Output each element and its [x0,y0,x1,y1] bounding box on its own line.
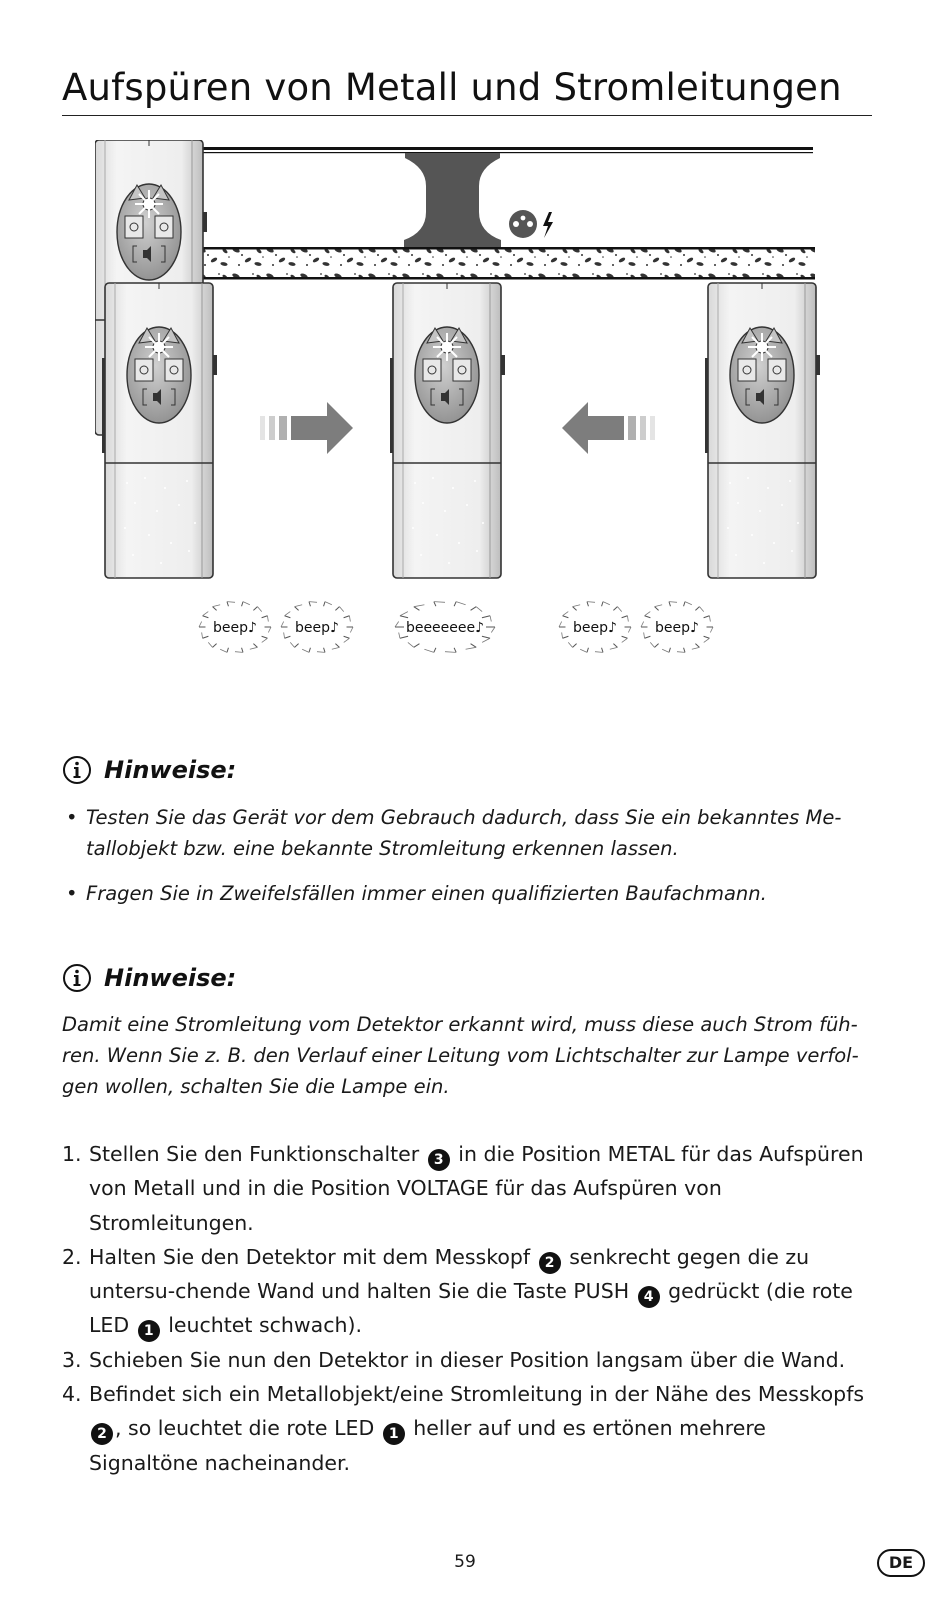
lightning-icon [543,212,553,238]
sound-ray [482,638,490,642]
sound-ray [302,649,309,652]
sound-ray [641,622,644,627]
sound-ray [267,616,268,622]
sound-ray [235,652,243,653]
sound-ray [350,627,353,632]
sound-ray [324,602,325,607]
sound-ray [622,636,628,638]
step-text: in die Position METAL für das Aufspüren von Metall und in die Position VOLTAGE für das Aufspüren von Stromleitungen. [89,1142,864,1235]
sound-ray [400,636,408,638]
sound-ray [295,607,299,611]
beep-text: beep♪ [213,620,257,636]
arrow-left-icon [562,402,655,454]
sound-ray [677,652,685,653]
sound-ray [309,602,317,603]
beep-text: beep♪ [295,620,339,636]
sound-ray [213,607,217,611]
list-item [62,1377,877,1480]
sound-ray [203,636,209,638]
sound-ray [613,607,617,611]
sound-ray [476,607,482,612]
sound-ray [203,612,209,616]
sound-ray [587,648,588,653]
sound-ray [309,648,310,653]
sound-ray [573,607,577,611]
sound-ray [587,602,588,607]
sound-ray [563,612,569,616]
sound-ray [335,644,339,648]
sound-ray [268,627,271,632]
title-divider [62,115,872,116]
sound-ray [257,607,261,612]
sound-ray [595,652,603,653]
sound-ray [285,616,291,618]
circled-reference-number: 1 [138,1320,160,1342]
sound-ray [645,616,651,618]
sound-ray [317,652,325,653]
sound-ray [414,605,425,607]
list-item: • Testen Sie das Gerät vor dem Gebrauch dadurch, dass Sie ein bekanntes Me-tallobjekt bzw. eine bekannte Stromleitung erkennen lassen. [62,802,867,864]
arrow-right-icon [260,402,353,454]
step-number: 2. [62,1244,82,1269]
sound-ray [684,602,685,607]
sound-ray [290,642,294,647]
sound-ray [456,602,465,605]
sound-ray [655,605,663,607]
sound-ray [699,607,703,612]
sound-ray [332,647,340,649]
sound-ray [227,602,235,603]
sound-ray [669,602,677,603]
sound-ray [684,648,685,653]
sound-ray [285,636,291,638]
sound-ray [285,612,291,616]
sound-ray [704,638,710,642]
page-title: Aufspüren von Metall und Stromleitungen [62,66,842,109]
sound-ray [262,636,268,638]
step-text: gedrückt (die rote LED [89,1279,853,1338]
sound-ray [414,644,420,648]
sound-ray [445,652,456,653]
step-number: 1. [62,1142,82,1166]
sound-ray [220,649,227,652]
note-heading-2 [62,963,236,993]
sound-ray [695,644,699,648]
sound-ray [454,648,456,653]
sound-ray [243,602,250,605]
sound-ray [253,644,257,648]
sound-ray [622,616,628,618]
sound-ray [395,622,399,627]
sound-ray [655,644,659,648]
sound-ray [242,648,243,653]
sound-ray [414,607,420,611]
beep-text: beep♪ [655,620,699,636]
sound-ray [610,647,618,649]
sound-ray [325,602,332,605]
sound-ray [695,607,699,611]
sound-ray [669,602,670,607]
sound-ray [344,616,350,618]
sound-ray [284,632,285,638]
sound-ray [645,636,651,638]
sound-ray [482,636,490,638]
sound-ray [434,602,436,607]
sound-ray [344,638,350,642]
sound-ray [563,636,569,638]
sound-ray [471,607,477,611]
page-number: 59 [454,1552,476,1572]
beep-sound-label [641,602,713,653]
beep-sound-label [199,602,271,653]
sound-ray [491,627,495,632]
sound-ray [434,648,436,653]
sound-ray [295,605,303,607]
info-icon [62,963,92,993]
sound-ray [587,602,595,603]
step-text: Befindet sich ein Metallobjekt/eine Stromleitung in der Nähe des Messkopfs [89,1382,865,1407]
sound-ray [199,622,202,627]
sound-ray [704,636,710,638]
sound-ray [344,636,350,638]
beep-text: beeeeeee♪ [405,620,485,636]
sound-ray [602,648,603,653]
sound-ray [563,616,569,618]
note-bullet-list [62,802,867,923]
circled-reference-number: 4 [638,1286,660,1308]
sound-ray [662,649,669,652]
info-icon [62,755,92,785]
sound-ray [709,616,710,622]
step-number: 4. [62,1382,82,1407]
language-badge: DE [877,1549,925,1577]
sound-ray [202,632,203,638]
sound-ray [568,642,572,647]
note-heading-1 [62,755,236,785]
sound-ray [408,642,414,647]
sound-ray [213,605,221,607]
circled-reference-number: 1 [383,1423,405,1445]
sound-ray [309,602,310,607]
sound-ray [295,644,299,648]
sound-ray [399,632,400,638]
step-text: Schieben Sie nun den Detektor in dieser Position langsam über die Wand. [89,1347,846,1372]
sound-ray [335,607,339,611]
beep-sound-label [559,602,631,653]
sound-ray [324,648,325,653]
sound-ray [424,649,433,652]
sound-ray [454,602,456,607]
sound-ray [203,616,209,618]
sound-ray [627,616,628,622]
sound-ray [482,616,490,618]
sound-ray [628,627,631,632]
sound-ray [208,642,212,647]
circled-reference-number: 2 [539,1252,561,1274]
sound-ray [213,644,217,648]
step-text: leuchtet schwach). [161,1313,363,1338]
sound-ray [562,632,563,638]
sound-ray [602,602,603,607]
sound-ray [710,627,713,632]
sound-ray [645,612,651,616]
sound-ray [262,638,268,642]
step-text: senkrecht gegen die zu untersu-chende Wand und halten Sie die Taste PUSH [89,1244,810,1304]
power-socket-icon [509,210,537,238]
note-heading-text: Hinweise: [104,964,237,992]
step-number: 3. [62,1347,82,1372]
step-text: Halten Sie den Detektor mit dem Messkopf [89,1244,537,1269]
beep-sound-label [281,602,353,653]
list-item [62,1343,877,1377]
sound-ray [622,638,628,642]
circled-reference-number: 2 [91,1423,113,1445]
sound-ray [617,607,621,612]
sound-ray [281,622,284,627]
sound-ray [613,644,617,648]
sound-ray [669,648,670,653]
step-text: Stellen Sie den Funktionschalter [89,1142,426,1166]
step-text: heller auf und es ertönen mehrere Signaltöne nacheinander. [89,1416,766,1475]
sound-ray [650,642,654,647]
sound-ray [603,602,610,605]
steel-beam [404,153,501,248]
sound-ray [400,616,408,618]
sound-ray [262,616,268,618]
sound-ray [704,616,710,618]
beep-sound-label [395,602,495,653]
sound-ray [471,644,477,648]
sound-ray [685,602,692,605]
sound-ray [400,612,408,616]
detector-illustration [95,140,825,670]
sound-ray [227,602,228,607]
sound-ray [349,616,350,622]
sound-ray [227,648,228,653]
list-item: • Fragen Sie in Zweifelsfällen immer einen qualifizierten Baufachmann. [62,878,867,909]
sound-ray [644,632,645,638]
sound-ray [573,644,577,648]
instruction-steps [62,1137,877,1480]
sound-ray [242,602,243,607]
circled-reference-number: 3 [428,1149,450,1171]
sound-ray [559,622,562,627]
sound-ray [580,649,587,652]
note-paragraph: Damit eine Stromleitung vom Detektor erkannt wird, muss diese auch Strom füh-ren. Wenn Sie z. B. den Verlauf einer Leitung vom Lichtschalter zur Lampe verfol-gen wollen, schalten Sie die Lampe ein. [62,1013,859,1098]
sound-ray [250,647,258,649]
sound-ray [692,647,700,649]
note-heading-text: Hinweise: [104,756,237,784]
step-text: , so leuchtet die rote LED [115,1416,381,1441]
sound-ray [339,607,343,612]
list-item [62,1137,877,1240]
sound-ray [573,605,581,607]
sound-ray [466,647,477,649]
sound-ray [434,602,445,603]
sound-ray [490,616,491,622]
beep-text: beep♪ [573,620,617,636]
list-item [62,1240,877,1343]
sound-ray [253,607,257,611]
sound-ray [655,607,659,611]
